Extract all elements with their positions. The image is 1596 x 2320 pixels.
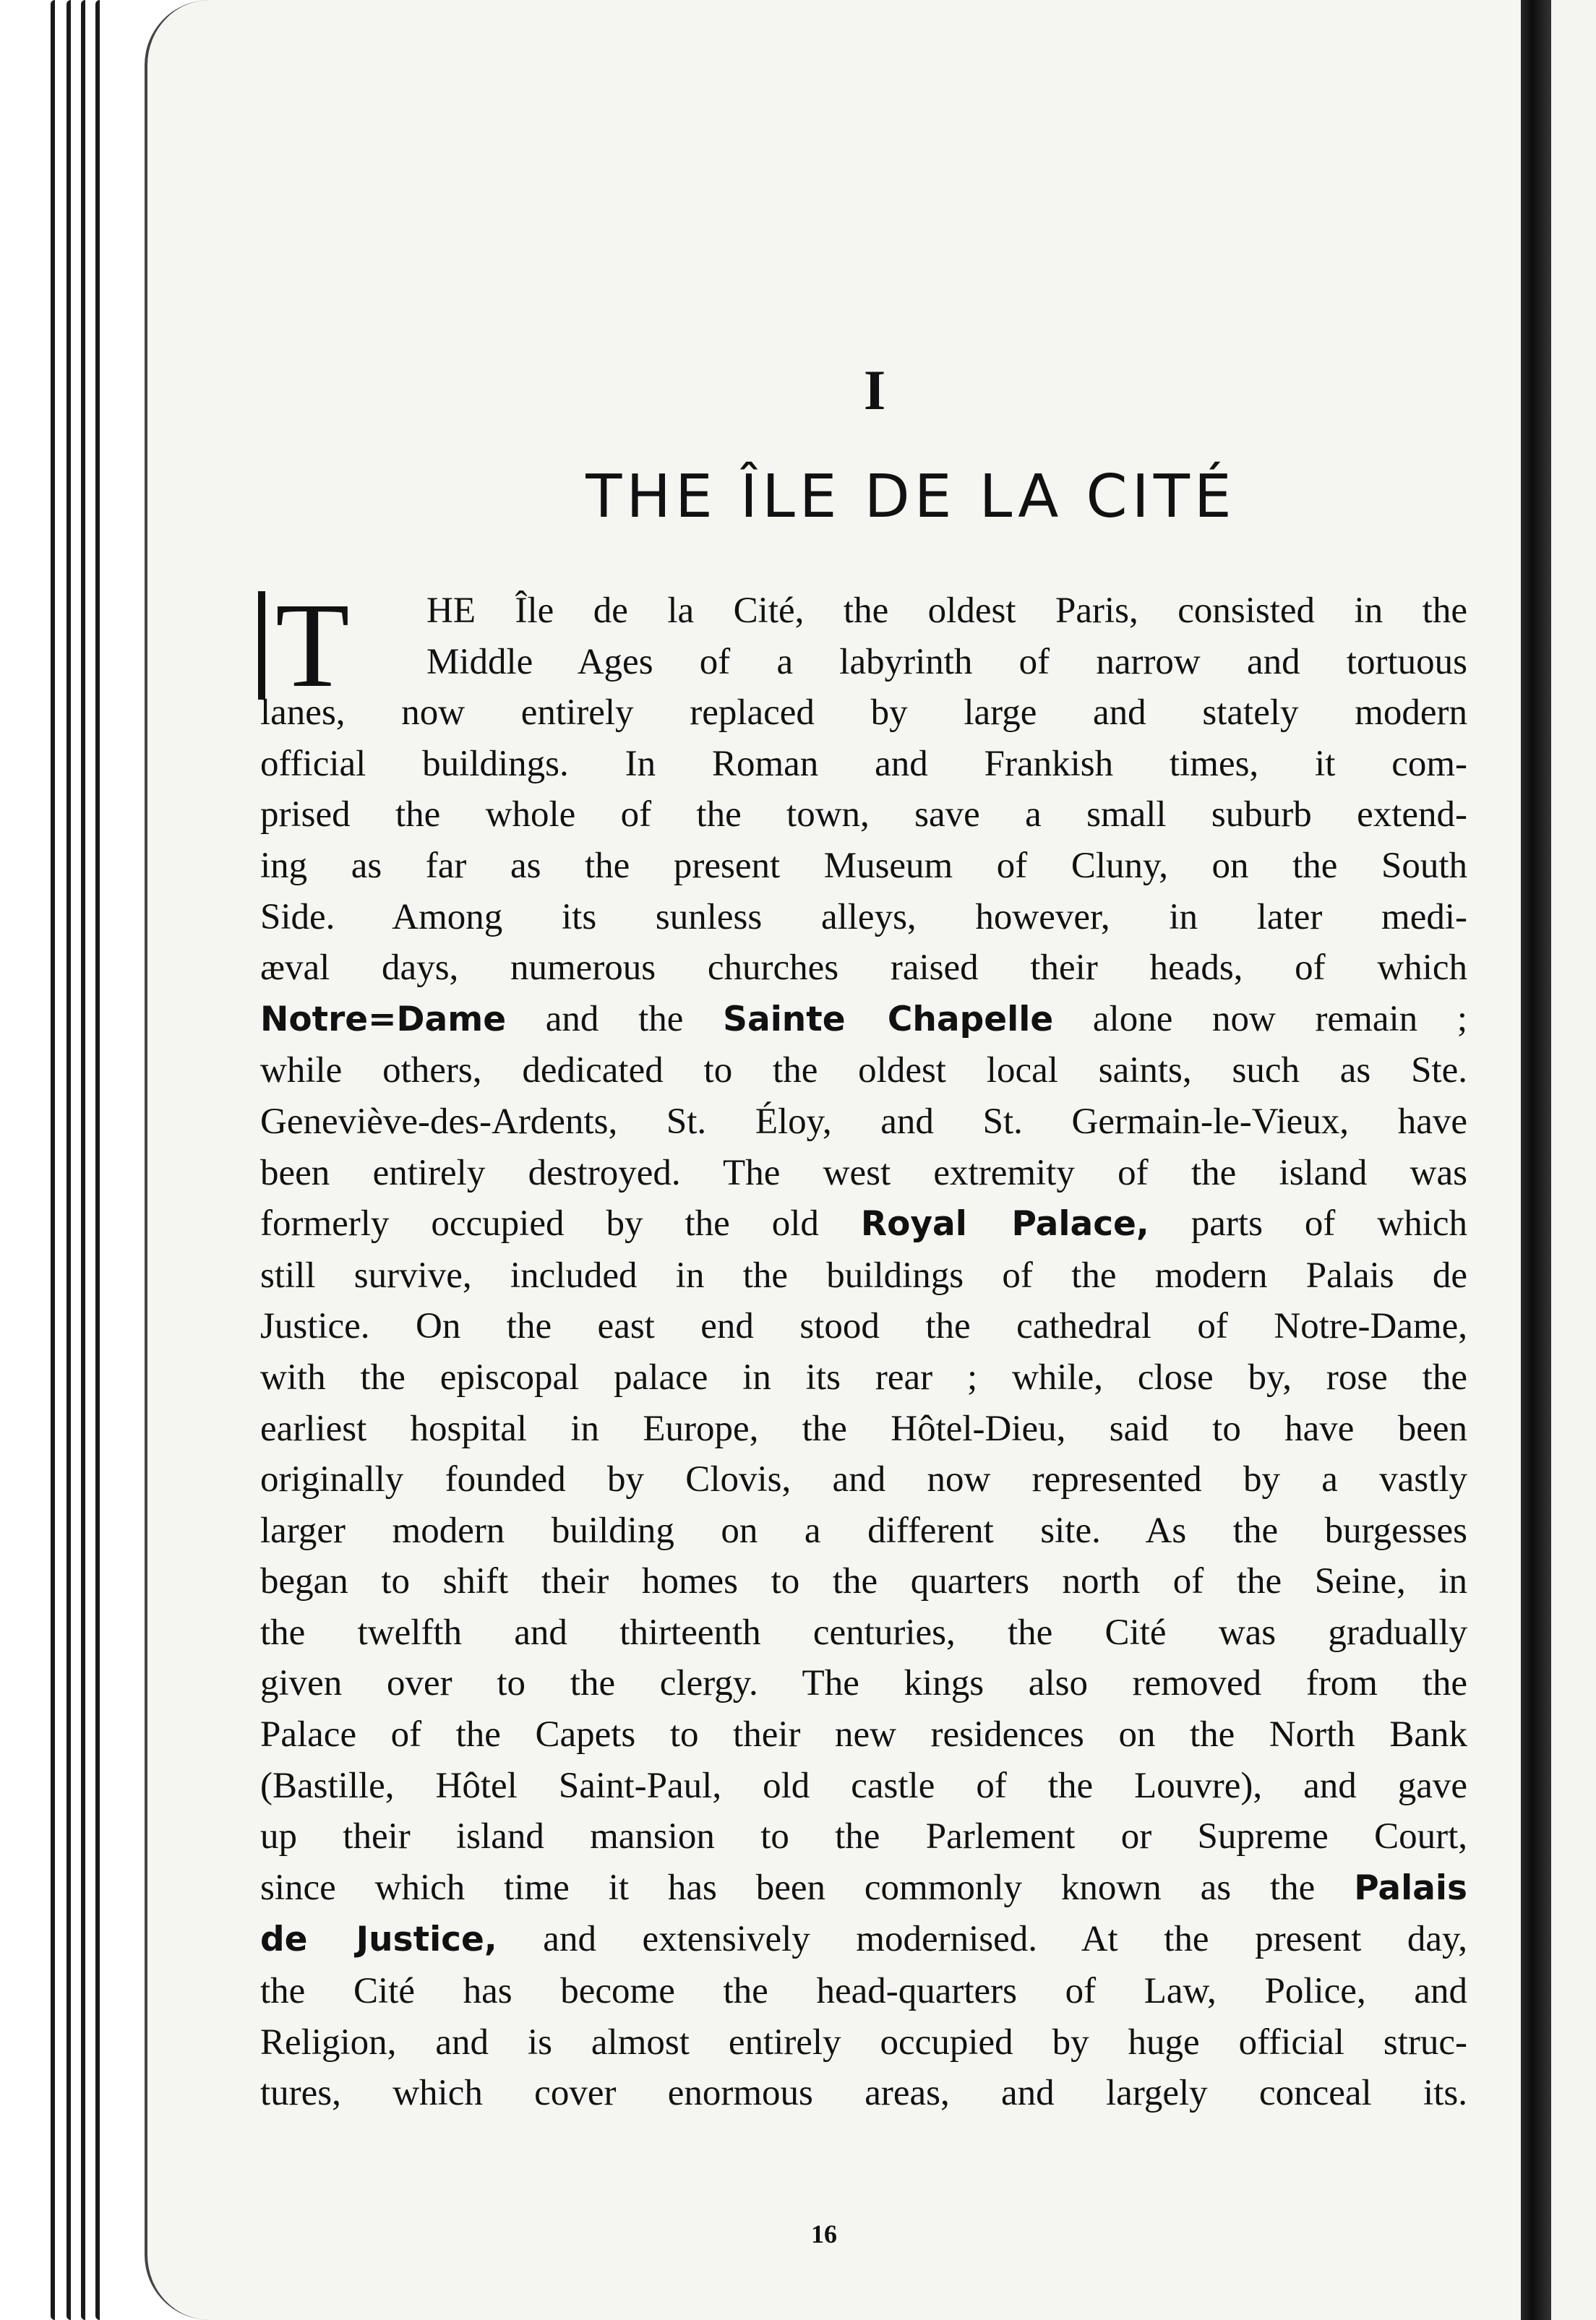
drop-cap: T [258,591,350,700]
text-line: (Bastille, Hôtel Saint-Paul, old castle of the Louvre), and gave [260,1765,1467,1806]
text-line [260,1198,1467,1250]
text-line: the Cité has become the head-quarters of Law, Police, and [260,1971,1467,2012]
text-line: ing as far as the present Museum of Cluny, on the South [260,845,1467,886]
text-line: Palace of the Capets to their new residences on the North Bank [260,1714,1467,1756]
text-span: since which time it has been commonly known as the [260,1867,1355,1908]
text-line [260,1863,1467,1915]
text-line: prised the whole of the town, save a small suburb extend- [260,794,1467,835]
body-paragraph [260,578,1468,2119]
page-number: 16 [811,2220,837,2248]
bold-term: Palais [1354,1868,1467,1908]
text-line [260,994,1467,1046]
bold-term: Royal Palace, [860,1204,1149,1245]
text-line [260,1914,1467,1966]
text-span: alone now remain ; [1053,998,1467,1039]
page-edge-line [81,0,85,2320]
chapter-title: THE ÎLE DE LA CITÉ [585,463,1236,531]
text-line: official buildings. In Roman and Frankish times, it com- [260,743,1467,784]
bold-term: de Justice, [260,1920,497,1960]
text-line: while others, dedicated to the oldest local saints, such as Ste. [260,1050,1467,1091]
text-line: larger modern building on a different site. As the burgesses [260,1510,1467,1551]
text-line: earliest hospital in Europe, the Hôtel-Dieu, said to have been [260,1408,1467,1449]
text-span: parts of which [1149,1203,1468,1245]
page-edge-line [66,0,71,2320]
page-edge-line [51,0,55,2320]
text-line: originally founded by Clovis, and now represented by a vastly [260,1459,1467,1500]
book-spine-shadow [1519,0,1551,2320]
bold-term: Sainte Chapelle [723,999,1054,1039]
text-line: æval days, numerous churches raised their heads, of which [260,948,1467,989]
text-line: HE Île de la Cité, the oldest Paris, consisted in the [426,590,1467,631]
bold-term: Notre=Dame [260,999,507,1039]
text-span: formerly occupied by the old [260,1203,861,1245]
text-line: still survive, included in the buildings of the modern Palais de [260,1255,1467,1296]
text-line: tures, which cover enormous areas, and largely conceal its. [260,2073,1467,2114]
text-line: been entirely destroyed. The west extremity of the island was [260,1152,1467,1193]
text-line: began to shift their homes to the quarters north of the Seine, in [260,1561,1467,1602]
text-line: Religion, and is almost entirely occupied by huge official struc- [260,2022,1467,2063]
page-edge-line [95,0,100,2320]
text-line: Justice. On the east end stood the cathedral of Notre-Dame, [260,1306,1467,1347]
text-line: given over to the clergy. The kings also removed from the [260,1663,1467,1704]
text-span: and extensively modernised. At the present day, [497,1919,1467,1960]
chapter-number: I [863,358,886,421]
text-line: Geneviève-des-Ardents, St. Éloy, and St. Germain-le-Vieux, have [260,1101,1467,1142]
text-line: Middle Ages of a labyrinth of narrow and tortuous [426,641,1467,682]
text-line: Side. Among its sunless alleys, however, in later medi- [260,896,1467,937]
text-span: and the [506,998,724,1039]
text-line: up their island mansion to the Parlement or Supreme Court, [260,1816,1467,1857]
text-line: with the episcopal palace in its rear ; while, close by, rose the [260,1357,1467,1398]
text-line: lanes, now entirely replaced by large and stately modern [260,692,1467,734]
text-line: the twelfth and thirteenth centuries, the Cité was gradually [260,1612,1467,1653]
facing-page-strip [1551,0,1596,2320]
